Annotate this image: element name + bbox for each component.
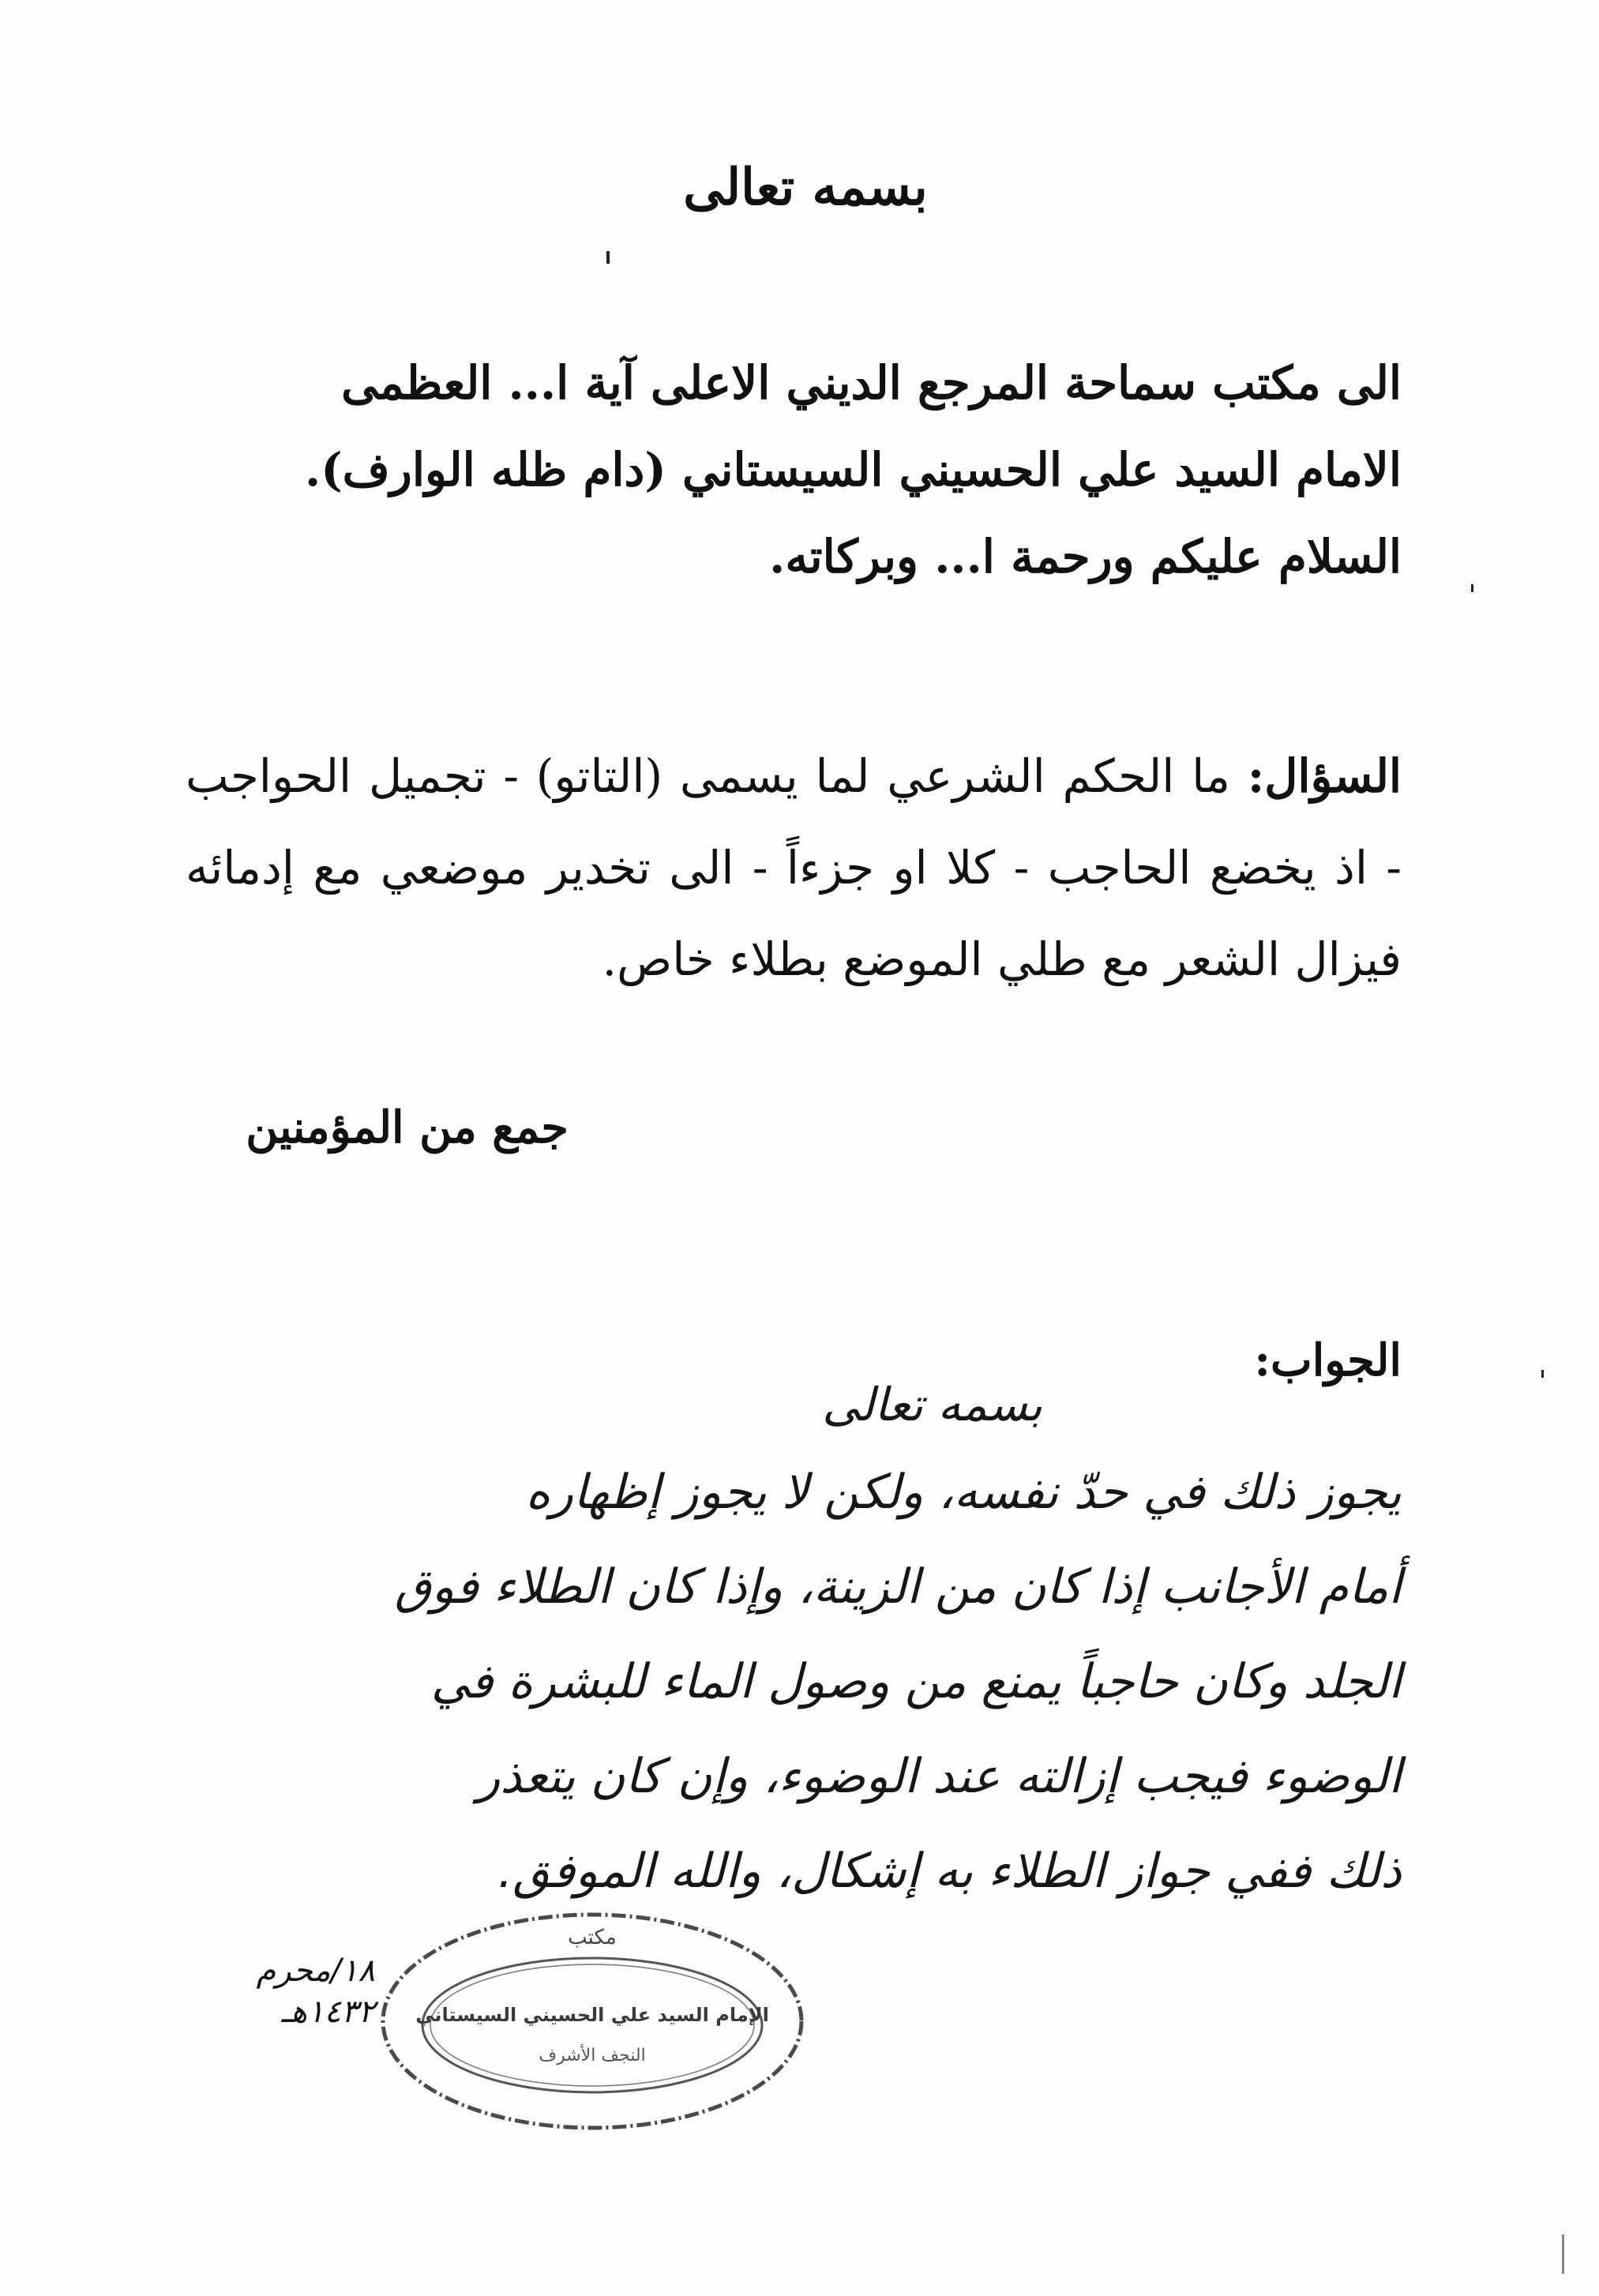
answer-line: أمام الأجانب إذا كان من الزينة، وإذا كان الطلاء فوق	[394, 1559, 1402, 1615]
office-seal	[371, 1903, 813, 2140]
seal-top-word: مكتب	[568, 1926, 617, 1949]
signatory: جمع من المؤمنين	[246, 1101, 569, 1154]
scan-artifact	[1541, 1370, 1544, 1378]
date-day-month: ١٨/محرم	[256, 1953, 375, 1989]
answer-line: الوضوء فيجب إزالته عند الوضوء، وإن كان يتعذر	[477, 1749, 1402, 1804]
seal-line-2: النجف الأشرف	[539, 2046, 646, 2065]
address-line: الى مكتب سماحة المرجع الديني الاعلى آية ا... العظمى	[341, 356, 1402, 410]
seal-line-1: الإمام السيد علي الحسيني السيستاني	[415, 2004, 769, 2026]
address-block	[186, 340, 1402, 601]
answer-label: الجواب:	[1254, 1334, 1402, 1386]
answer-line: ذلك ففي جواز الطلاء به إشكال، والله الموفق.	[497, 1844, 1402, 1899]
question-label: السؤال:	[1247, 749, 1402, 803]
answer-line: الجلد وكان حاجباً يمنع من وصول الماء للبشرة في	[430, 1654, 1402, 1709]
address-line: الامام السيد علي الحسيني السيستاني (دام ظله الوارف).	[305, 443, 1402, 497]
document-header: بسمه تعالى	[683, 158, 928, 217]
scan-artifact	[1562, 2234, 1564, 2274]
date-year: ١٤٣٢هـ	[281, 1994, 375, 2030]
question-text: ما الحكم الشرعي لما يسمى (التاتو) - تجميل الحواجب - اذ يخضع الحاجب - كلا او جزءاً - الى تخدير موضعي مع إدمائه فيزال الشعر مع طلي الموضع بطلاء خاص.	[186, 749, 1402, 986]
handwritten-basmala: بسمه تعالى	[822, 1378, 1042, 1431]
answer-date	[241, 1950, 375, 2032]
handwritten-answer	[122, 1445, 1402, 1919]
question-block	[186, 730, 1402, 1005]
answer-line: يجوز ذلك في حدّ نفسه، ولكن لا يجوز إظهاره	[525, 1465, 1402, 1520]
scan-artifact	[606, 251, 610, 264]
scan-artifact	[1471, 584, 1473, 592]
address-line: السلام عليكم ورحمة ا... وبركاته.	[769, 530, 1402, 584]
